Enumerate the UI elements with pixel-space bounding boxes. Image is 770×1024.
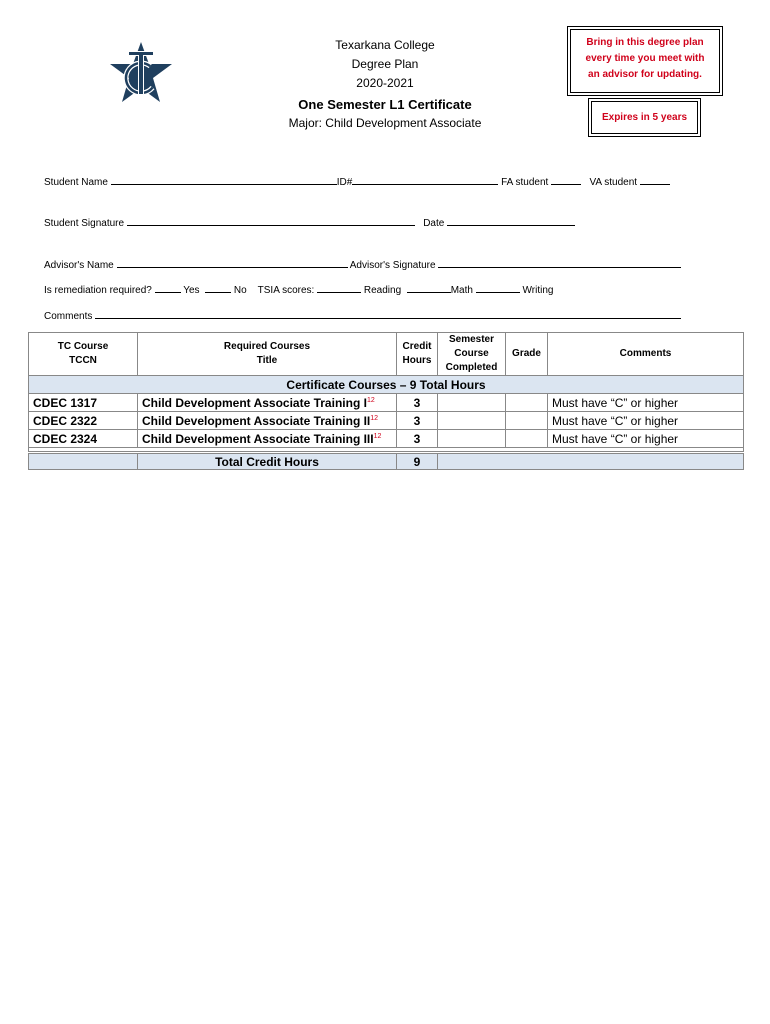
grade-cell[interactable] — [506, 430, 548, 448]
bring-plan-notice — [570, 29, 720, 93]
course-code: CDEC 2324 — [29, 430, 138, 448]
student-signature-label: Student Signature — [44, 218, 125, 229]
document-type: Degree Plan — [351, 57, 419, 71]
signature-line — [44, 216, 575, 229]
section-header-row — [29, 376, 744, 394]
student-signature-field[interactable] — [127, 216, 415, 226]
id-label: ID# — [336, 177, 353, 188]
va-student-field[interactable] — [640, 175, 670, 185]
grade-cell[interactable] — [506, 412, 548, 430]
header-tc-course: TC Course TCCN — [29, 333, 138, 376]
course-code: CDEC 2322 — [29, 412, 138, 430]
no-label: No — [233, 285, 247, 296]
comments-label: Comments — [44, 311, 93, 322]
course-title: Child Development Associate Training III$^{12}$ — [138, 430, 397, 448]
notice-line-2: every time you meet with — [585, 53, 705, 64]
course-code: CDEC 1317 — [29, 394, 138, 412]
course-title: Child Development Associate Training II$^{12}$ — [138, 412, 397, 430]
academic-year: 2020-2021 — [356, 76, 414, 90]
fa-student-label: FA student — [501, 177, 549, 188]
credit-hours: 3 — [397, 394, 438, 412]
total-credit-hours-value: 9 — [397, 453, 438, 470]
certificate-title: One Semester L1 Certificate — [298, 97, 472, 112]
remediation-yes-field[interactable] — [155, 283, 181, 293]
credit-hours: 3 — [397, 412, 438, 430]
semester-completed-cell[interactable] — [438, 430, 506, 448]
advisor-name-label: Advisor's Name — [44, 260, 114, 271]
remediation-label: Is remediation required? — [44, 285, 152, 296]
table-row — [29, 430, 744, 448]
student-name-label: Student Name — [44, 177, 108, 188]
table-row — [29, 412, 744, 430]
total-row — [29, 453, 744, 470]
course-comment: Must have “C” or higher — [548, 430, 744, 448]
comments-field[interactable] — [95, 309, 681, 319]
date-field[interactable] — [447, 216, 575, 226]
advisor-name-field[interactable] — [117, 258, 348, 268]
course-comment: Must have “C” or higher — [548, 394, 744, 412]
writing-score-field[interactable] — [476, 283, 520, 293]
course-comment: Must have “C” or higher — [548, 412, 744, 430]
semester-completed-cell[interactable] — [438, 394, 506, 412]
college-logo-icon — [108, 40, 174, 106]
student-info-line — [44, 175, 670, 188]
total-empty-cell — [438, 453, 744, 470]
va-student-label: VA student — [589, 177, 638, 188]
advisor-signature-label: Advisor's Signature — [349, 260, 436, 271]
header-required-courses: Required Courses Title — [138, 333, 397, 376]
table-header-row — [29, 333, 744, 376]
major-title: Major: Child Development Associate — [288, 116, 482, 130]
total-credit-hours-label: Total Credit Hours — [138, 453, 397, 470]
math-label: Math — [450, 285, 473, 296]
semester-completed-cell[interactable] — [438, 412, 506, 430]
credit-hours: 3 — [397, 430, 438, 448]
writing-label: Writing — [522, 285, 554, 296]
student-name-field[interactable] — [111, 175, 337, 185]
advisor-line — [44, 258, 681, 271]
id-field[interactable] — [352, 175, 498, 185]
header-semester-completed: Semester Course Completed — [438, 333, 506, 376]
course-title: Child Development Associate Training $I^{12}$ — [138, 394, 397, 412]
math-score-field[interactable] — [407, 283, 451, 293]
notice-line-3: an advisor for updating. — [588, 69, 702, 80]
expires-notice: Expires in 5 years — [591, 101, 698, 134]
advisor-signature-field[interactable] — [438, 258, 681, 268]
yes-label: Yes — [183, 285, 200, 296]
comments-line — [44, 309, 681, 322]
table-row — [29, 394, 744, 412]
degree-plan-table — [28, 332, 744, 470]
date-label: Date — [423, 218, 445, 229]
reading-label: Reading — [363, 285, 402, 296]
document-header — [250, 36, 520, 132]
header-comments: Comments — [548, 333, 744, 376]
notice-line-1: Bring in this degree plan — [586, 37, 704, 48]
college-name: Texarkana College — [335, 38, 435, 52]
remediation-no-field[interactable] — [205, 283, 231, 293]
fa-student-field[interactable] — [551, 175, 581, 185]
header-grade: Grade — [506, 333, 548, 376]
grade-cell[interactable] — [506, 394, 548, 412]
tsia-label: TSIA scores: — [257, 285, 315, 296]
section-title: Certificate Courses – 9 Total Hours — [29, 376, 744, 394]
header-credit-hours: Credit Hours — [397, 333, 438, 376]
total-empty-cell — [29, 453, 138, 470]
remediation-line — [44, 283, 553, 296]
reading-score-field[interactable] — [317, 283, 361, 293]
